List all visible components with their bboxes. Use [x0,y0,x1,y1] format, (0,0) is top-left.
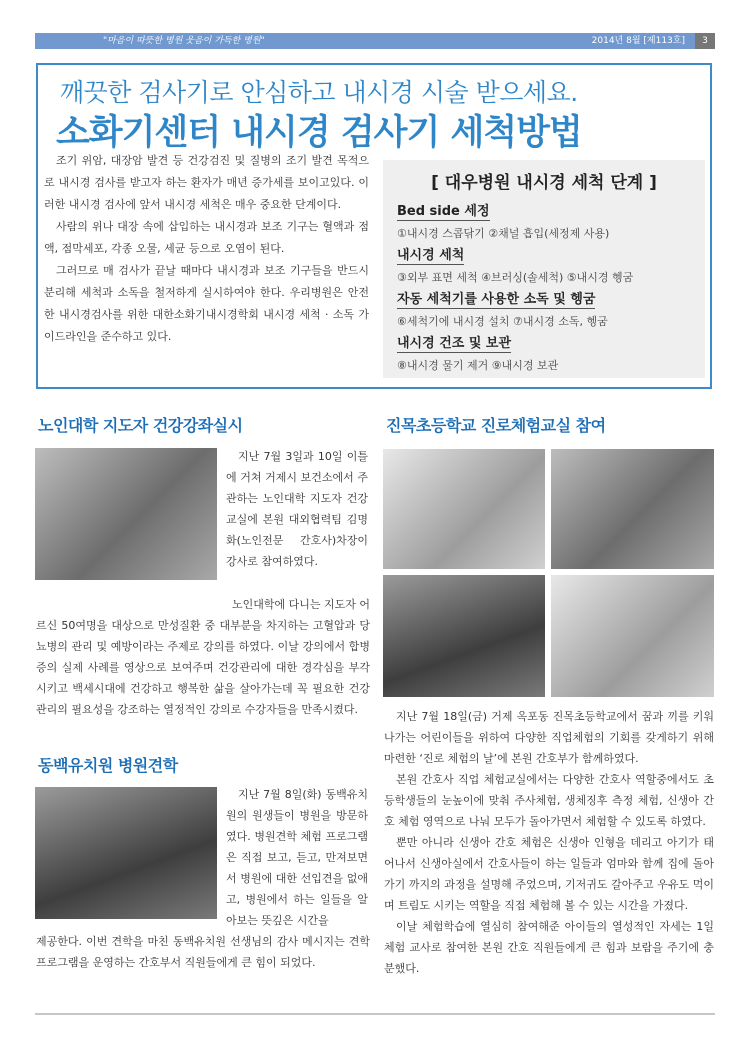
steps-title: [ 대우병원 내시경 세척 단계 ] [431,173,657,193]
school-paragraph: 지난 7월 18일(금) 거제 옥포동 진목초등학교에서 꿈과 끼를 키워나가는 어린이들을 위하여 다양한 직업체험의 기회를 갖게하기 위해 마련한 ‘진로 체험의 날’에 본원 간호부가 함께하였다. [384,710,714,765]
senior-side-text: 지난 7월 3일과 10일 이틀에 거쳐 거제시 보건소에서 주관하는 노인대학 지도자 건강 교실에 본원 대외협력팀 김명화(노인전문 간호사)차장이 강사로 참여하였다. [226,450,368,568]
step-group [397,244,633,285]
kindergarten-body-text: 제공한다. 이번 견학을 마친 동백유치원 선생님의 감사 메시지는 견학 프로그램을 운영하는 간호부서 직원들에게 큰 힘이 되었다. [36,935,370,969]
kindergarten-visit-photo [35,787,217,919]
step-group [397,200,609,241]
intro-paragraph: 사람의 위나 대장 속에 삽입하는 내시경과 보조 기구는 혈액과 점액, 점막세포, 각종 오물, 세균 등으로 오염이 된다. [44,220,369,255]
kindergarten-side-text: 지난 7월 8일(화) 동백유치원의 원생들이 병원을 방문하였다. 병원견학 체험 프로그램은 직접 보고, 듣고, 만져보면서 병원에 대한 선입견을 없애고, 병원에서 하는 일들을 알아보는 뜻깊은 시간을 [226,788,368,927]
school-article-body [384,706,714,979]
senior-lecture-photo [35,448,217,580]
cleaning-steps-box [383,160,705,378]
school-photo-3 [383,575,545,697]
school-photo-4 [551,575,714,697]
kindergarten-article-intro [226,784,368,931]
step-items: ⑧내시경 물기 제거 ⑨내시경 보관 [397,359,559,372]
school-article-title: 진목초등학교 진로체험교실 참여 [386,416,606,435]
step-items: ③외부 표면 세척 ④브러싱(솔세척) ⑤내시경 헹굼 [397,271,634,284]
issue-label: 2014년 8월 [제113호] [591,36,685,46]
intro-paragraph: 그러므로 매 검사가 끝날 때마다 내시경과 보조 기구들을 반드시 분리해 세척과 소독을 철저하게 실시하여야 한다. 우리병원은 안전한 내시경검사를 위한 대한소화기내시경학회 내시경 세척 · 소독 가이드라인을 준수하고 있다. [44,264,369,343]
kindergarten-article-title: 동백유치원 병원견학 [38,756,178,775]
step-heading: Bed side 세정 [397,200,490,221]
step-heading: 자동 세척기를 사용한 소독 및 헹굼 [397,288,595,309]
header-motto: "마음이 따뜻한 병원 웃음이 가득한 병원" [103,36,265,46]
step-heading: 내시경 건조 및 보관 [397,332,511,353]
step-items: ⑥세척기에 내시경 설치 ⑦내시경 소독, 헹굼 [397,315,608,328]
senior-article-title: 노인대학 지도자 건강강좌실시 [38,416,243,435]
footer-divider [35,1013,715,1015]
step-items: ①내시경 스콥닦기 ②채널 흡입(세정제 사용) [397,227,610,240]
step-heading: 내시경 세척 [397,244,464,265]
page-number: 3 [695,33,715,49]
school-photo-1 [383,449,545,569]
school-paragraph: 이날 체험학습에 열심히 참여해준 아이들의 열성적인 자세는 1일 체험 교사로 참여한 본원 간호 직원들에게 큰 힘과 보람을 주기에 충분했다. [384,920,714,975]
senior-body-text: 노인대학에 다니는 지도자 어르신 50여명을 대상으로 만성질환 중 대부분을 차지하는 고혈압과 당뇨병의 관리 및 예방이라는 주제로 강의를 하였다. 이날 강의에서 합병증의 실제 사례를 영상으로 보여주며 건강관리에 대한 경각심을 부각시키고 백세시대에 건강하고 행복한 삶을 살아가는데 꼭 필요한 건강관리의 필요성을 강조하는 열정적인 강의로 수강자들을 만족시켰다. [36,598,371,716]
school-paragraph: 본원 간호사 직업 체험교실에서는 다양한 간호사 역할중에서도 초등학생들의 눈높이에 맞춰 주사체험, 생체징후 측정 체험, 신생아 간호 체험 영역으로 나눠 모두가 돌아가면서 체험할 수 있도록 하였다. [384,773,714,828]
senior-article-body [36,594,370,720]
feature-intro [44,150,369,348]
step-group [397,332,558,373]
step-group [397,288,608,329]
feature-subtitle: 깨끗한 검사기로 안심하고 내시경 시술 받으세요. [60,78,578,107]
school-paragraph: 뿐만 아니라 신생아 간호 체험은 신생아 인형을 데리고 아기가 태어나서 신생아실에서 간호사들이 하는 일들과 엄마와 함께 집에 돌아가기 까지의 과정을 설명해 주었으며, 기저귀도 갈아주고 우유도 먹이며 트림도 시키는 역할을 직접 체험해 볼 수 있는 시간을 가졌다. [384,836,714,912]
senior-article-intro [226,446,368,572]
header-bar [35,33,715,49]
school-photo-2 [551,449,714,569]
feature-title: 소화기센터 내시경 검사기 세척방법 [56,113,582,153]
kindergarten-article-body [36,931,370,973]
intro-paragraph: 조기 위암, 대장암 발견 등 건강검진 및 질병의 조기 발견 목적으로 내시경 검사를 받고자 하는 환자가 매년 증가세를 보이고있다. 이러한 내시경 검사에 앞서 내시경 세척은 매우 중요한 단계이다. [44,154,369,211]
